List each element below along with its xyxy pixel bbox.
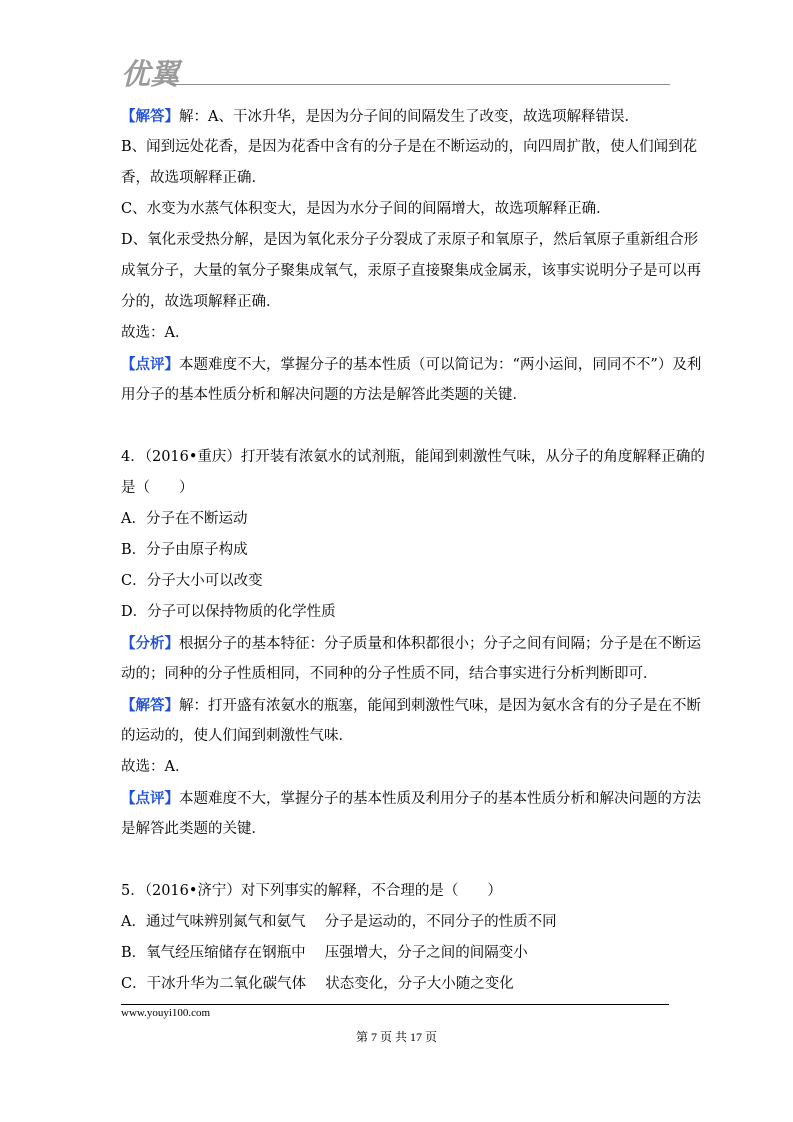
q4-option-d: D．分子可以保持物质的化学性质 <box>121 604 336 620</box>
q4-option-a: A．分子在不断运动 <box>121 511 248 527</box>
q3-answer-line-1: 【解答】解：A、干冰升华，是因为分子间的间隔发生了改变，故选项解释错误． <box>121 108 639 125</box>
q3-answer-line-3: 香，故选项解释正确． <box>121 170 266 186</box>
q4-answer-line-2: 的运动的，使人们闻到刺激性气味． <box>121 728 353 744</box>
q3-answer-line-7: 分的，故选项解释正确． <box>121 294 281 310</box>
header-rule <box>170 84 670 85</box>
answer-tag: 【解答】 <box>121 108 179 125</box>
q4-stem-line-1: 4．（2016•重庆）打开装有浓氨水的试剂瓶，能闻到刺激性气味，从分子的角度解释正确的 <box>121 449 705 465</box>
q4-stem-line-2: 是（ ） <box>121 480 194 496</box>
q5-stem: 5．（2016•济宁）对下列事实的解释，不合理的是（ ） <box>121 883 502 899</box>
comment-tag: 【点评】 <box>121 356 179 373</box>
q3-comment-line-2: 用分子的基本性质分析和解决问题的方法是解答此类题的关键． <box>121 387 527 403</box>
spacer <box>121 411 673 442</box>
page-number: 第 7 页 共 17 页 <box>355 1030 437 1044</box>
logo-text: 优翼 <box>121 57 180 90</box>
q3-answer-line-8: 故选：A． <box>121 325 190 341</box>
footer-rule <box>121 1004 669 1005</box>
spacer <box>121 845 673 876</box>
q5-option-c: C．干冰升华为二氧化碳气体 状态变化，分子大小随之变化 <box>121 976 514 992</box>
q4-comment-line-2: 是解答此类题的关键． <box>121 821 266 837</box>
q5-option-b: B．氧气经压缩储存在钢瓶中 压强增大，分子之间的间隔变小 <box>121 945 528 961</box>
answer-tag: 【解答】 <box>121 697 179 714</box>
q4-option-b: B．分子由原子构成 <box>121 542 248 558</box>
q4-comment-line-1: 【点评】本题难度不大，掌握分子的基本性质及利用分子的基本性质分析和解决问题的方法 <box>121 790 701 807</box>
q3-answer-line-2: B、闻到远处花香，是因为花香中含有的分子是在不断运动的，向四周扩散，使人们闻到花 <box>121 139 698 155</box>
comment-tag: 【点评】 <box>121 790 179 807</box>
q5-option-a: A．通过气味辨别氮气和氨气 分子是运动的，不同分子的性质不同 <box>121 914 557 930</box>
q4-analysis-line-1: 【分析】根据分子的基本特征：分子质量和体积都很小；分子之间有间隔；分子是在不断运 <box>121 635 701 652</box>
document-body <box>121 101 705 1000</box>
q3-comment-line-1: 【点评】本题难度不大，掌握分子的基本性质（可以简记为：“两小运间，同同不不”）及利 <box>121 356 702 373</box>
q4-answer-line-1: 【解答】解：打开盛有浓氨水的瓶塞，能闻到刺激性气味，是因为氨水含有的分子是在不断 <box>121 697 701 714</box>
footer-url: www.youyi100.com <box>121 1007 211 1019</box>
q3-answer-line-5: D、氧化汞受热分解，是因为氧化汞分子分裂成了汞原子和氧原子，然后氧原子重新组合形 <box>121 232 699 248</box>
q4-option-c: C．分子大小可以改变 <box>121 573 263 589</box>
q4-answer-line-3: 故选：A． <box>121 759 190 775</box>
analysis-tag: 【分析】 <box>121 635 179 652</box>
q4-analysis-line-2: 动的；同种的分子性质相同，不同种的分子性质不同，结合事实进行分析判断即可． <box>121 666 658 682</box>
q3-answer-line-4: C、水变为水蒸气体积变大，是因为水分子间的间隔增大，故选项解释正确． <box>121 201 611 217</box>
q3-answer-line-6: 成氧分子，大量的氧分子聚集成氧气，汞原子直接聚集成金属汞，该事实说明分子是可以再 <box>121 263 701 279</box>
